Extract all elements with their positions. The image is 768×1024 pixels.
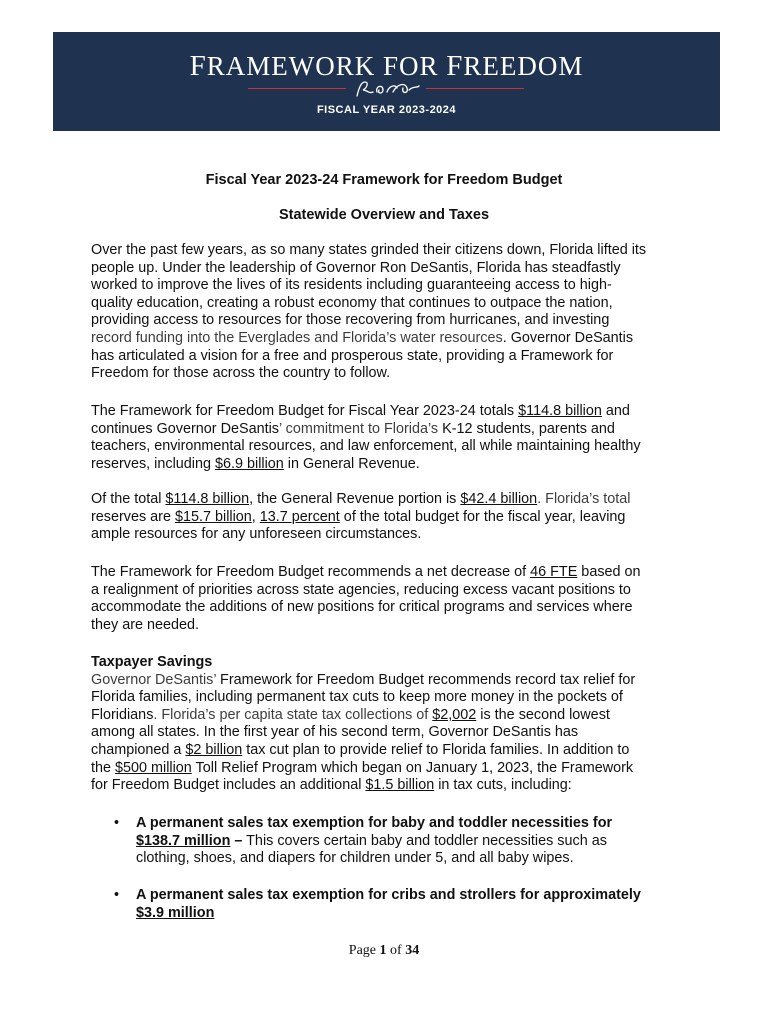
text-fragment: The Framework for Freedom Budget for Fiscal Year 2023-24 totals [91,403,519,419]
amount-total: $114.8 billion [518,403,602,419]
banner-title-letter: F [189,50,207,82]
paragraph-fte [91,564,691,634]
text-line: among all states. In the first year of his second term, Governor DeSantis has [91,724,579,741]
paragraph-intro [91,242,691,383]
text-fragment: tax cut plan to provide relief to Florida families. In addition to [242,741,630,758]
amount-tax-cut-plan: $2 billion [185,741,243,758]
text-line [91,421,691,439]
banner-rule-right [426,88,524,89]
text-line [91,777,691,795]
section-heading: Taxpayer Savings [91,654,213,670]
amount-per-capita: $2,002 [432,706,477,723]
text-line: A permanent sales tax exemption for cribs and strollers for approximately [136,887,641,903]
text-fragment: of the total budget for the fiscal year, leaving [339,508,626,525]
text-fragment: reserves are [91,508,175,525]
amount-reserves: $15.7 billion [174,508,252,525]
document-subtitle: Statewide Overview and Taxes [278,207,490,223]
footer-text: Page [348,943,380,958]
text-line: has articulated a vision for a free and prosperous state, providing a Framework for [91,347,614,364]
text-line: Freedom for those across the country to follow. [91,365,391,382]
amount-baby-exemption: $138.7 million [136,832,231,849]
text-line: providing access to resources for those recovering from hurricanes, and investing [91,312,610,329]
text-line [91,707,691,725]
text-fragment: is the second lowest [476,706,610,723]
text-line: quality education, creating a robust economy that continues to outpace the nation, [91,294,613,311]
bullet-symbol: • [114,887,120,903]
page-footer [0,943,768,959]
page-number: 1 [379,943,387,958]
amount-cribs-exemption: $3.9 million [136,904,215,921]
text-fragment: Of the total [91,491,166,507]
text-line [91,742,691,760]
text-line [91,456,691,474]
bullet-item [136,887,736,922]
text-line [91,760,691,778]
text-line: accommodate the additions of new positions for critical programs and services where [91,599,633,616]
amount-toll-relief: $500 million [115,759,192,776]
text-line [91,403,691,421]
text-line: teachers, environmental resources, and law enforcement, all while maintaining healthy [91,438,641,455]
banner-title-letter: F [446,50,464,82]
banner-title-word: RAMEWORK [206,51,376,81]
text-line [91,564,691,582]
paragraph-reserves [91,491,691,544]
text-line [136,833,736,851]
text-fragment: the [91,759,116,776]
amount-fte: 46 FTE [530,564,578,580]
text-line: clothing, shoes, and diapers for children under 5, and all baby wipes. [136,850,574,867]
text-line: ample resources for any unforeseen circumstances. [91,526,422,543]
text-line: Over the past few years, as so many states grinded their citizens down, Florida lifted its [91,242,647,258]
text-fragment: Governor DeSantis’ [91,671,217,688]
text-line [91,672,691,690]
text-fragment: in tax cuts, including: [434,777,572,794]
text-fragment: for Freedom Budget includes an additional [91,777,366,794]
text-line [91,491,691,509]
text-fragment: – [230,832,243,849]
amount-general-revenue-portion: $42.4 billion [460,491,538,507]
text-fragment: in General Revenue. [283,455,420,472]
banner-title-word: FOR [382,51,439,81]
text-fragment: . Governor DeSantis [502,329,634,346]
text-fragment: K-12 students, parents and [438,420,615,437]
text-fragment: Toll Relief Program which began on January 1, 2023, the Framework [191,759,634,776]
bullet-symbol: • [114,815,120,831]
banner-title-word: REEDOM [463,51,584,81]
text-fragment: based on [577,564,641,580]
text-fragment: ’ commitment to Florida’s [278,420,439,437]
banner-subtitle: FISCAL YEAR 2023-2024 [316,104,457,116]
page-total: 34 [405,943,420,958]
text-fragment: . Florida’s total [537,491,631,507]
text-fragment: . Florida’s per capita state tax collections of [153,706,433,723]
bullet-item [136,815,736,868]
section-taxpayer-savings [91,654,691,795]
header-banner [53,32,720,131]
text-line: people up. Under the leadership of Governor Ron DeSantis, Florida has steadfastly [91,259,621,276]
text-fragment: championed a [91,741,186,758]
text-fragment: and [601,403,630,419]
text-fragment: Floridians [91,706,154,723]
text-fragment: This covers certain baby and toddler necessities such as [242,832,607,849]
text-line: Florida families, including permanent tax cuts to keep more money in the pockets of [91,689,623,706]
document-title: Fiscal Year 2023-24 Framework for Freedom Budget [205,172,563,188]
text-fragment: record funding into the Everglades and Florida’s water resources [91,329,503,346]
text-fragment: reserves, including [91,455,215,472]
text-line: worked to improve the lives of its residents including guaranteeing access to high- [91,277,612,294]
text-line: A permanent sales tax exemption for baby and toddler necessities for [136,815,613,831]
text-fragment: The Framework for Freedom Budget recommends a net decrease of [91,564,531,580]
text-fragment: continues Governor DeSantis [91,420,279,437]
footer-text: of [386,943,406,958]
text-line: they are needed. [91,616,200,633]
text-line: a realignment of priorities across state agencies, reducing excess vacant positions to [91,581,631,598]
percent-reserves: 13.7 percent [259,508,340,525]
text-fragment: Framework for Freedom Budget recommends record tax relief for [216,671,636,688]
paragraph-budget-total [91,403,691,473]
text-fragment: the General Revenue portion is [253,491,461,507]
text-fragment: , [251,508,260,525]
signature-icon [349,78,425,100]
amount-tax-cuts: $1.5 billion [365,777,435,794]
text-line [91,330,691,348]
amount-total: $114.8 billion, [165,491,254,507]
text-line [136,905,736,923]
amount-general-revenue: $6.9 billion [214,455,284,472]
text-line [91,509,691,527]
banner-rule-left [248,88,346,89]
